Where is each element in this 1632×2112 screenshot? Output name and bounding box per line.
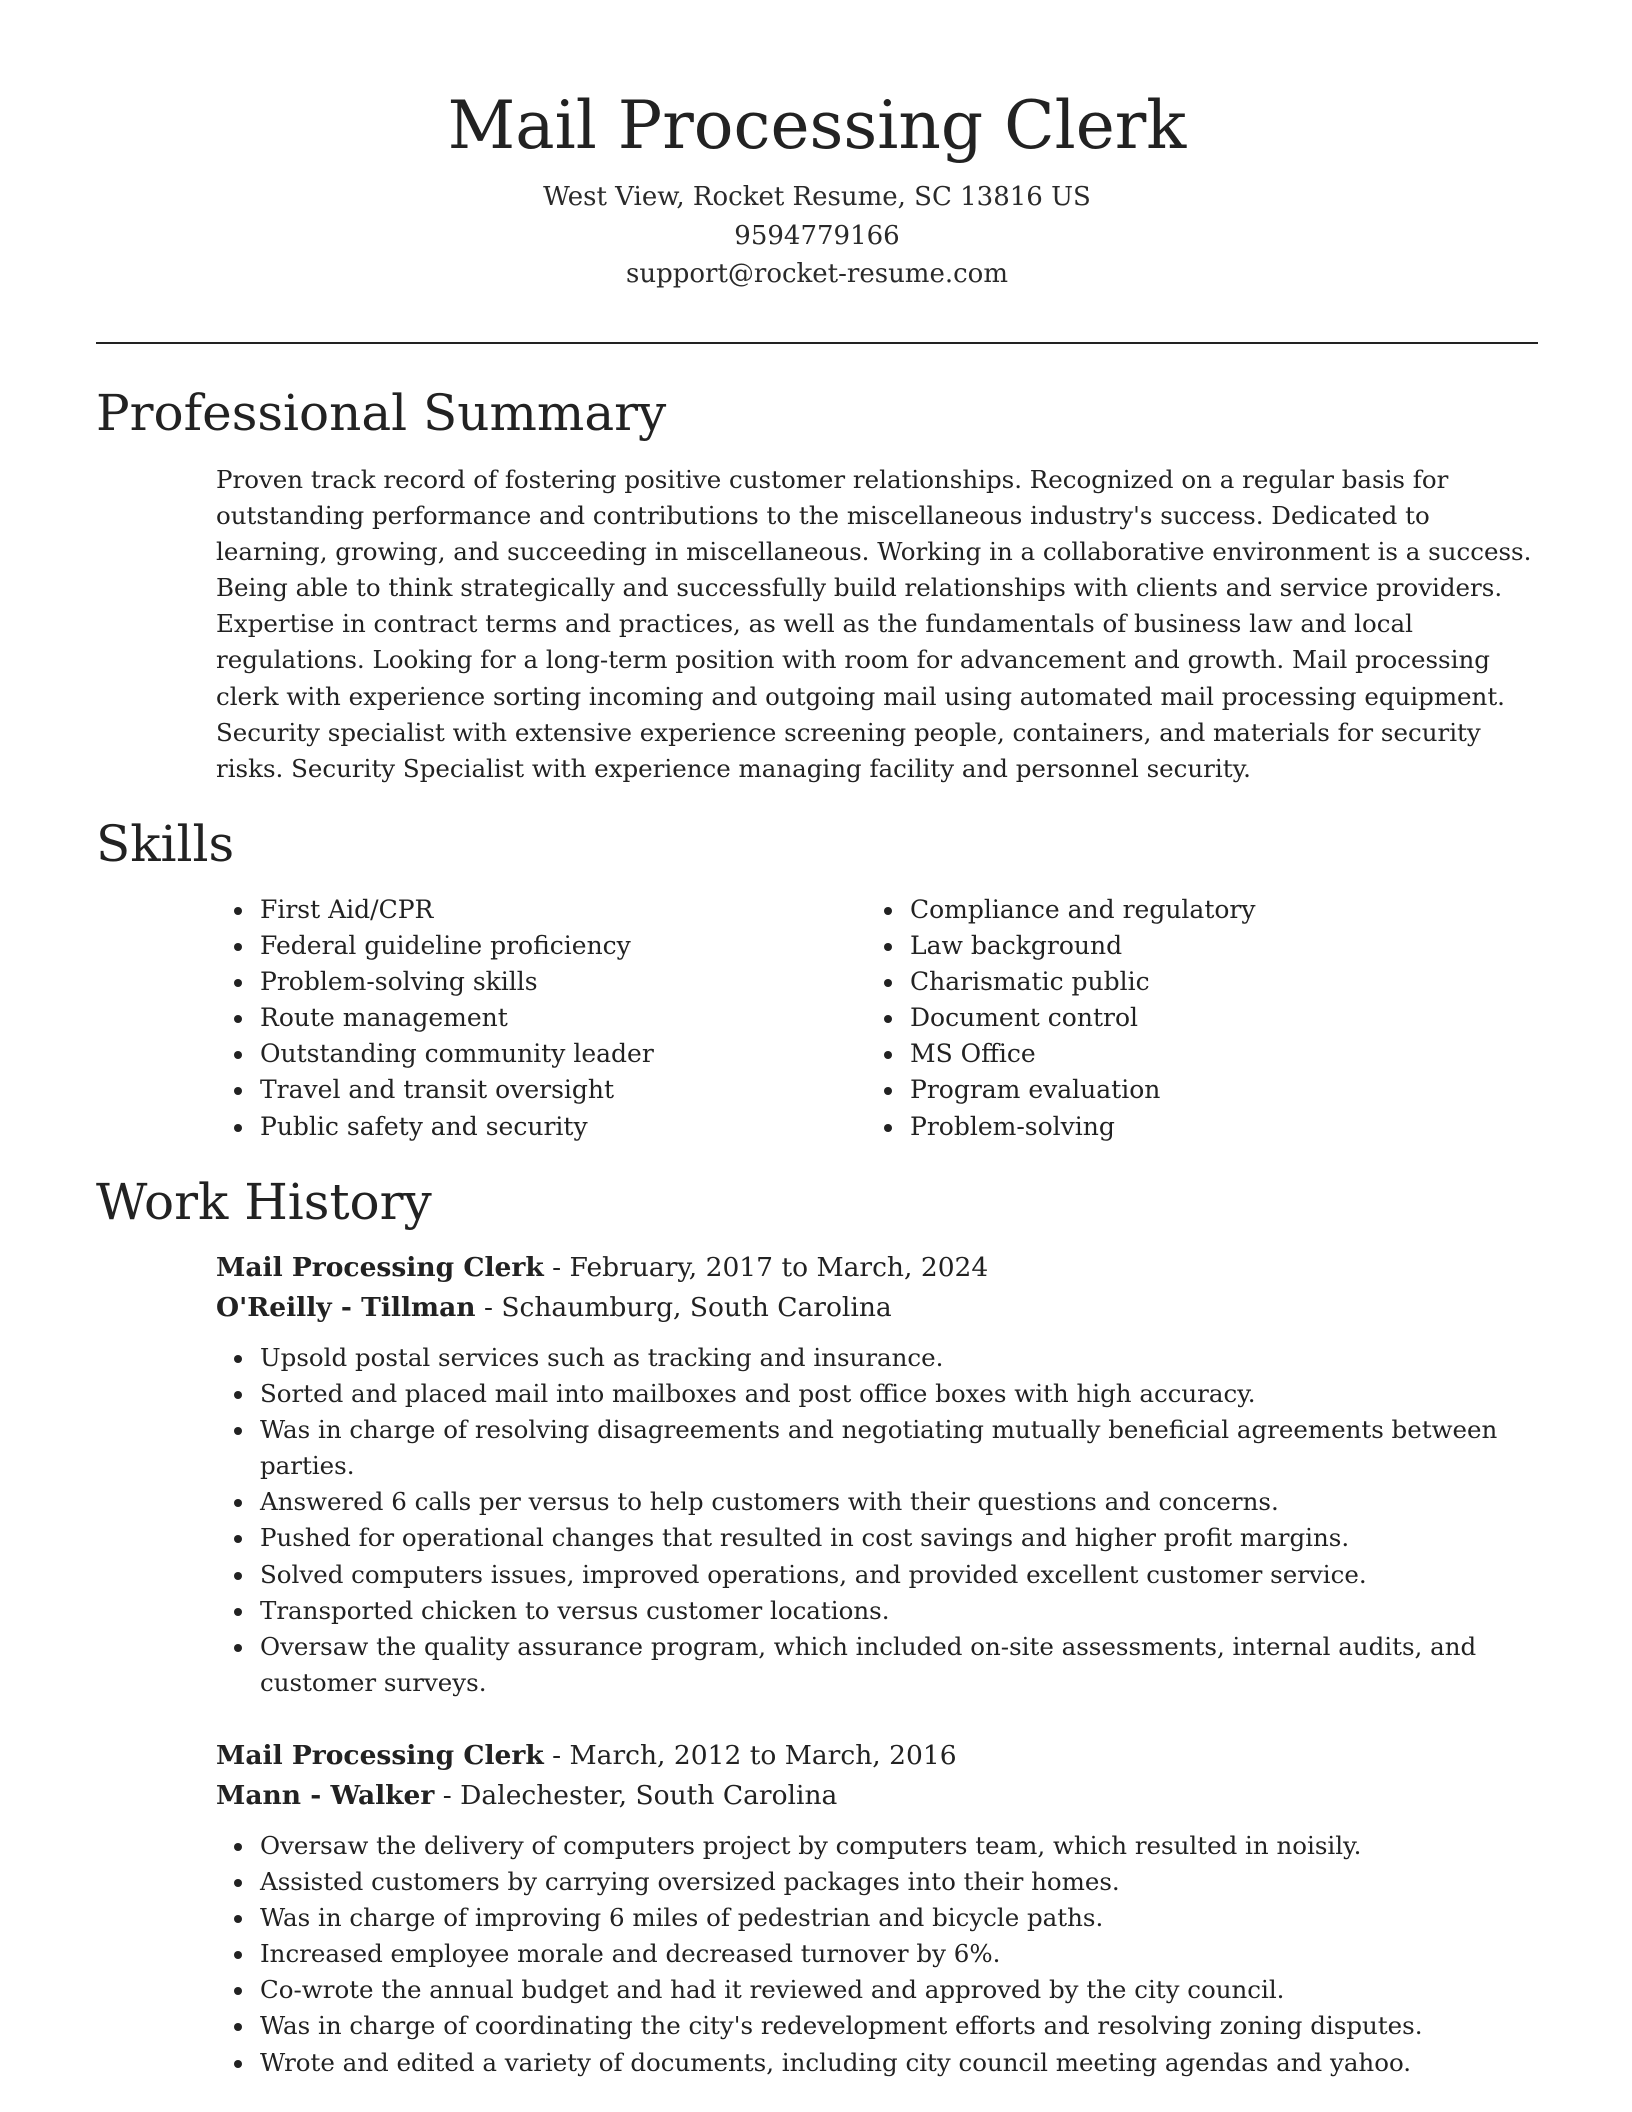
list-item: Increased employee morale and decreased turnover by 6%. (260, 1936, 1546, 1972)
job-entry (216, 1736, 1546, 2081)
resume-header (96, 0, 1538, 294)
job-company-line (216, 1776, 1546, 1816)
list-item: Sorted and placed mail into mailboxes and post office boxes with high accuracy. (260, 1376, 1546, 1412)
skill-item: Public safety and security (260, 1109, 654, 1145)
skill-item: Document control (910, 1000, 1256, 1036)
list-item: Wrote and edited a variety of documents, including city council meeting agendas and yahoo. (260, 2045, 1546, 2081)
job-role: Mail Processing Clerk (216, 1252, 544, 1283)
list-item: Answered 6 calls per versus to help customers with their questions and concerns. (260, 1484, 1546, 1520)
list-item: Co-wrote the annual budget and had it reviewed and approved by the city council. (260, 1972, 1546, 2008)
header-divider (96, 342, 1538, 344)
job-location: - Schaumburg, South Carolina (475, 1292, 892, 1323)
job-dates: - February, 2017 to March, 2024 (543, 1252, 989, 1283)
list-item: Oversaw the quality assurance program, which included on-site assessments, internal audits, and customer surveys. (260, 1629, 1546, 1701)
job-company: Mann - Walker (216, 1780, 435, 1811)
skill-item: Charismatic public (910, 964, 1256, 1000)
list-item: Upsold postal services such as tracking and insurance. (260, 1340, 1546, 1376)
skill-item: Problem-solving skills (260, 964, 654, 1000)
resume-page (96, 0, 1538, 2112)
job-dates: - March, 2012 to March, 2016 (543, 1740, 957, 1771)
contact-info (96, 178, 1538, 294)
skill-item: Federal guideline proficiency (260, 928, 654, 964)
contact-address: West View, Rocket Resume, SC 13816 US (543, 182, 1091, 212)
work-history-heading: Work History (96, 1173, 432, 1231)
candidate-name: Mail Processing Clerk (447, 87, 1187, 164)
skill-item: Route management (260, 1000, 654, 1036)
list-item: Transported chicken to versus customer locations. (260, 1593, 1546, 1629)
skill-item: Outstanding community leader (260, 1036, 654, 1072)
skill-item: Compliance and regulatory (910, 892, 1256, 928)
job-company-line (216, 1288, 1546, 1328)
skill-item: MS Office (910, 1036, 1256, 1072)
job-bullets (216, 1340, 1546, 1701)
skill-item: Program evaluation (910, 1072, 1256, 1108)
skill-item: First Aid/CPR (260, 892, 654, 928)
list-item: Pushed for operational changes that resulted in cost savings and higher profit margins. (260, 1520, 1546, 1556)
skills-heading: Skills (96, 815, 235, 873)
skill-item: Travel and transit oversight (260, 1072, 654, 1108)
skill-item: Problem-solving (910, 1109, 1256, 1145)
list-item: Was in charge of resolving disagreements and negotiating mutually beneficial agreements between parties. (260, 1412, 1546, 1484)
summary-text: Proven track record of fostering positive customer relationships. Recognized on a regular basis for outstanding performance and contributions to the miscellaneous industry's success. Dedicated to learning, growing, and succeeding in miscellaneous. Working in a collaborative environment is a success. Being able to think strategically and successfully build relationships with clients and service providers. Expertise in contract terms and practices, as well as the fundamentals of business law and local regulations. Looking for a long-term position with room for advancement and growth. Mail processing clerk with experience sorting incoming and outgoing mail using automated mail processing equipment. Security specialist with extensive experience screening people, containers, and materials for security risks. Security Specialist with experience managing facility and personnel security. (216, 465, 1532, 783)
contact-phone: 9594779166 (734, 220, 900, 251)
skills-list-right (910, 892, 1256, 1145)
job-company: O'Reilly - Tillman (216, 1292, 476, 1323)
summary-heading: Professional Summary (96, 384, 667, 442)
job-bullets (216, 1828, 1546, 2081)
list-item: Oversaw the delivery of computers project by computers team, which resulted in noisily. (260, 1828, 1546, 1864)
skill-item: Law background (910, 928, 1256, 964)
job-role: Mail Processing Clerk (216, 1740, 544, 1771)
job-title-line (216, 1736, 1546, 1776)
list-item: Solved computers issues, improved operations, and provided excellent customer service. (260, 1557, 1546, 1593)
job-location: - Dalechester, South Carolina (434, 1780, 838, 1811)
skills-list-left (260, 892, 654, 1145)
contact-email: support@rocket-resume.com (625, 259, 1008, 289)
list-item: Was in charge of coordinating the city's redevelopment efforts and resolving zoning disputes. (260, 2008, 1546, 2044)
job-entry (216, 1248, 1546, 1701)
job-title-line (216, 1248, 1546, 1288)
list-item: Was in charge of improving 6 miles of pedestrian and bicycle paths. (260, 1900, 1546, 1936)
list-item: Assisted customers by carrying oversized packages into their homes. (260, 1864, 1546, 1900)
